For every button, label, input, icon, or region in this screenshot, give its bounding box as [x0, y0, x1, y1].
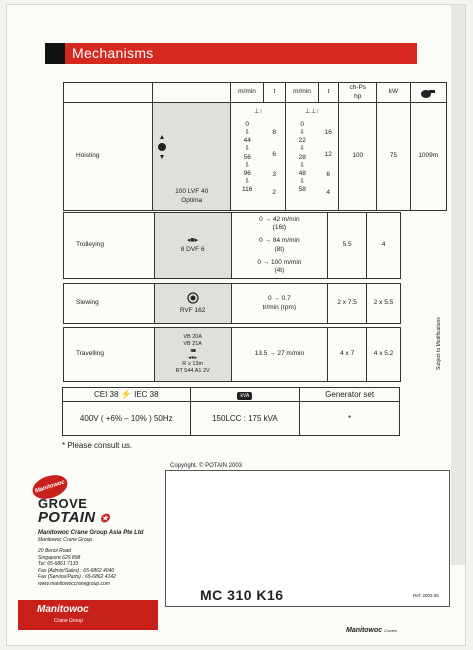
slew-ring-icon [187, 292, 199, 304]
double-reeving-icon: ⊥⊥↑ [304, 107, 320, 115]
potain-logo: POTAIN ✪ [38, 509, 110, 526]
mechanisms-table [63, 82, 447, 211]
cable-drum-icon [420, 88, 436, 98]
grove-logo: GROVE [38, 496, 88, 511]
col-kw: kW [377, 83, 410, 103]
band-subtitle: Crane Group [54, 618, 83, 624]
col-m-min: m/min [231, 83, 264, 103]
slewing-table [63, 283, 401, 324]
kva-badge: kVA [237, 392, 252, 400]
side-stripe [451, 5, 465, 565]
trolleying-motor-cell: ◂■▸ 8 DVF 6 [154, 213, 231, 279]
kva-rating: 150LCC : 175 kVA [190, 402, 300, 436]
generator-header: Generator set [300, 388, 400, 402]
travelling-row [64, 328, 401, 382]
company-subtitle: Manitowoc Crane Group [38, 537, 93, 543]
empty-header-cell [153, 83, 231, 103]
hoist-motor-icon [153, 108, 230, 188]
travelling-ch-ps: 4 x 7 [328, 328, 367, 382]
company-address: 20 Benoi Road Singapore 629 898 Tel: 65-6861 7133 Fax (Admin/Sales) : 65-6862 4040 Fax (Service/Parts) : 65-6862 4142 www.manitowoccranegroup.com [38, 548, 116, 587]
header-black-block [45, 43, 65, 64]
hoisting-speeds-a: ⊥↑ 0 ⇩ 44 ⇩ 56 ⇩ 96 ⇩ 116 8 6 3 2 [231, 103, 286, 211]
bottom-manitowoc-logo: Manitowoc Cranes [346, 627, 398, 634]
lightning-icon: ⚡ [120, 389, 132, 399]
hoisting-row [64, 103, 447, 211]
voltage-value: 400V ( +6% – 10% ) 50Hz [63, 402, 191, 436]
bogie-icon: ◂●▸ [188, 354, 198, 361]
standards-cell: CEI 38 ⚡ IEC 38 [63, 388, 191, 402]
hoisting-motor-cell: 100 LVF 40 Optima [153, 103, 231, 211]
col-drum-icon [410, 83, 446, 103]
col-t-2: t [318, 83, 338, 103]
trolleying-row [64, 213, 401, 279]
rail-icon: ııııııııı [190, 347, 196, 354]
slewing-kw: 2 x 5.5 [367, 284, 401, 324]
travelling-kw: 4 x 5.2 [367, 328, 401, 382]
trolley-motor-icon: ◂■▸ [187, 237, 199, 245]
trolleying-ch-ps: 5.5 [328, 213, 367, 279]
trolleying-table [63, 212, 401, 279]
power-table [62, 387, 400, 436]
travelling-label: Travelling [64, 328, 155, 382]
manitowoc-badge-logo: Manitowoc [29, 471, 70, 503]
slewing-row [64, 284, 401, 324]
col-t: t [263, 83, 285, 103]
footnote: * Please consult us. [62, 441, 133, 450]
power-header-row [63, 388, 400, 402]
power-values-row [63, 402, 400, 436]
generator-star: * [300, 402, 400, 436]
band-logo: Manitowoc [37, 604, 89, 615]
trolleying-kw: 4 [367, 213, 401, 279]
hoisting-speeds-b: ⊥⊥↑ 0 ⇩ 22 ⇩ 28 ⇩ 48 ⇩ 58 16 12 6 4 [286, 103, 339, 211]
empty-header-cell [64, 83, 153, 103]
company-name: Manitowoc Crane Group Asia Pte Ltd [38, 530, 144, 536]
slewing-motor-cell: RVF 162 [154, 284, 231, 324]
hoisting-ch-ps: 100 [339, 103, 377, 211]
hoisting-kw: 75 [377, 103, 410, 211]
kva-cell [190, 388, 300, 402]
header-row [64, 83, 447, 103]
model-name: MC 310 K16 [200, 587, 284, 603]
travelling-motor-cell: VB 20A VB 21A ııııııııı ◂●▸ R ≥ 13m RT 544 A1 2V [154, 328, 231, 382]
slewing-label: Slewing [64, 284, 155, 324]
trolleying-label: Trolleying [64, 213, 155, 279]
travelling-table [63, 327, 401, 382]
hoisting-label: Hoisting [64, 103, 153, 211]
reference: Ref: 2003.06 [413, 593, 439, 598]
slewing-speed: 0 → 0.7 tr/min (rpm) [231, 284, 328, 324]
subject-to-modifications: Subject to Modifications [436, 317, 442, 370]
col-m-min-2: m/min [286, 83, 319, 103]
col-ch-ps: ch-Ps hp [339, 83, 377, 103]
copyright: Copyright. © POTAIN 2003 [170, 463, 243, 469]
slewing-ch-ps: 2 x 7.5 [328, 284, 367, 324]
single-reeving-icon: ⊥↑ [253, 107, 263, 115]
hoisting-drum: 1009m [410, 103, 446, 211]
travelling-speed: 13.5 → 27 m/min [231, 328, 328, 382]
page-title: Mechanisms [72, 45, 154, 61]
potain-mark-icon: ✪ [99, 513, 110, 525]
trolleying-speeds: 0 → 42 m/min (16t) 0 → 84 m/min (8t) 0 → 100 m/min (4t) [231, 213, 328, 279]
